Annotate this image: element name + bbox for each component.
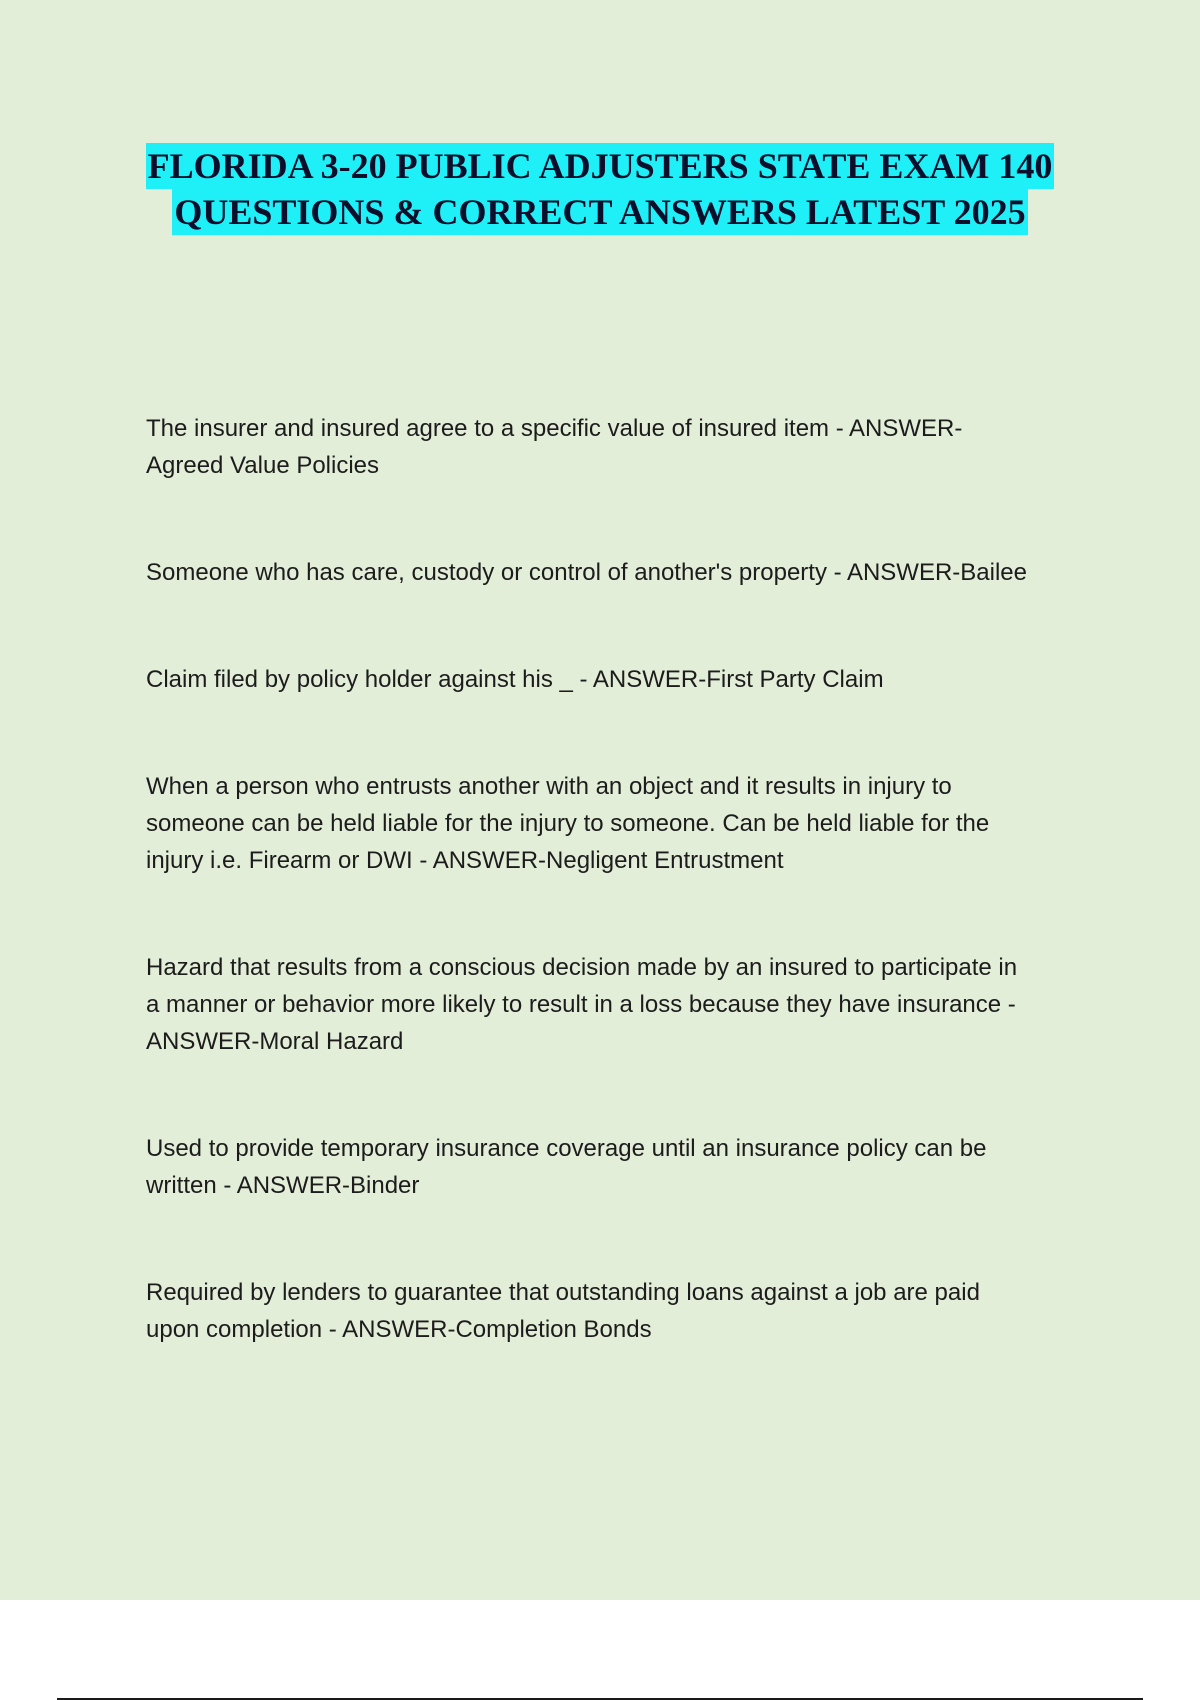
qa-item: The insurer and insured agree to a specific value of insured item - ANSWER- Agreed Value Policies	[146, 415, 963, 479]
qa-item: Hazard that results from a conscious decision made by an insured to participate in a manner or behavior more likely to result in a loss because they have insurance - ANSWER-Moral Hazard	[146, 954, 1018, 1055]
qa-item: Required by lenders to guarantee that outstanding loans against a job are paid upon completion - ANSWER-Completion Bonds	[146, 1279, 980, 1343]
qa-item: When a person who entrusts another with an object and it results in injury to someone can be held liable for the injury to someone. Can be held liable for the injury i.e. Firearm or DWI - ANSWER-Negligent Entrustment	[146, 773, 990, 874]
qa-item: Someone who has care, custody or control of another's property - ANSWER-Bailee	[146, 559, 1028, 586]
title-line-1: FLORIDA 3-20 PUBLIC ADJUSTERS STATE EXAM 140	[146, 143, 1055, 189]
qa-item: Used to provide temporary insurance coverage until an insurance policy can be written - ANSWER-Binder	[146, 1135, 987, 1199]
document-title	[0, 143, 1200, 235]
qa-list	[146, 410, 1096, 1418]
title-line-2: QUESTIONS & CORRECT ANSWERS LATEST 2025	[172, 189, 1027, 235]
qa-item: Claim filed by policy holder against his _ - ANSWER-First Party Claim	[146, 666, 884, 693]
